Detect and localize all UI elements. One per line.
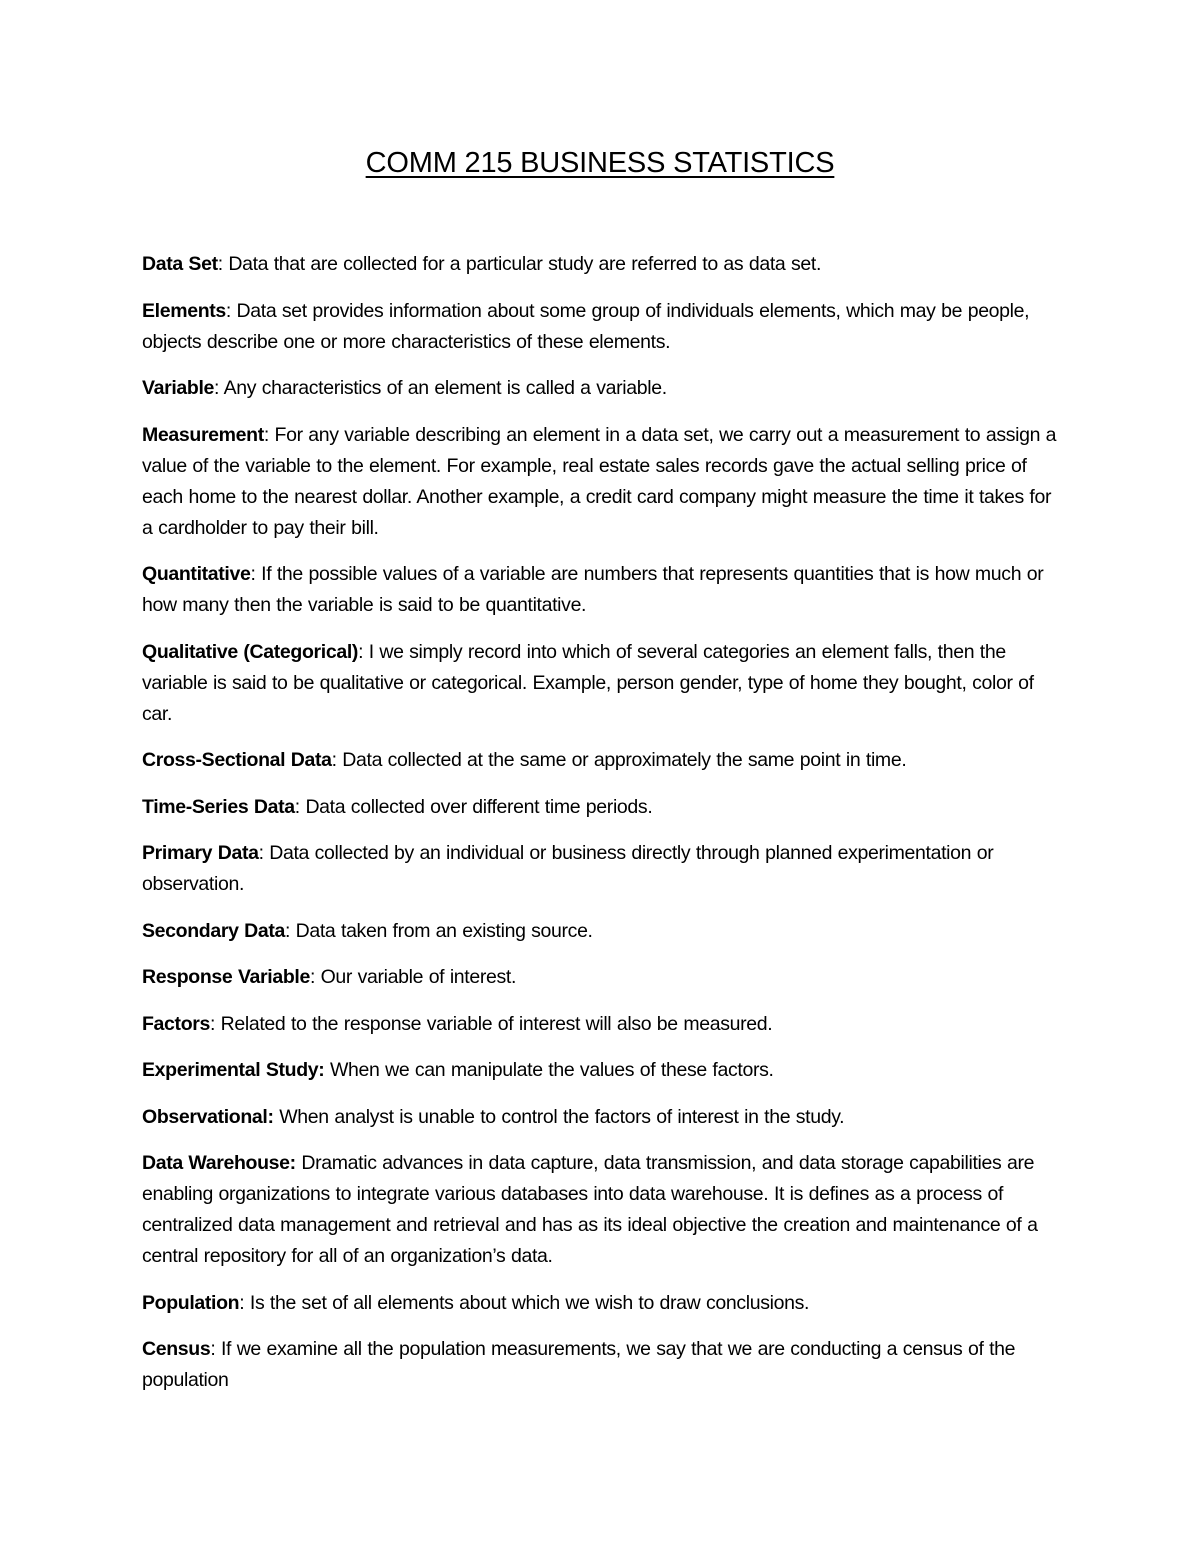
term-label: Observational: [142, 1105, 274, 1128]
document-title: COMM 215 BUSINESS STATISTICS [365, 147, 835, 179]
definition-text: Data set provides information about some group of individuals elements, which may be people, objects describe one or more characteristics of these elements. [142, 299, 1030, 353]
term-separator: : [294, 795, 306, 818]
term-separator: : [285, 919, 296, 942]
definition-text: Data collected over different time periods. [305, 795, 653, 818]
term-label: Experimental Study: [142, 1059, 325, 1081]
definition-text: If we examine all the population measurements, we say that we are conducting a census of the population [142, 1338, 1016, 1391]
definition-entry [142, 1334, 1062, 1396]
definition-entry [142, 559, 1062, 621]
definition-entry [142, 962, 1062, 993]
term-label: Factors [142, 1012, 210, 1035]
term-label: Variable [142, 377, 215, 399]
definition-text: For any variable describing an element in a data set, we carry out a measurement to assign a value of the variable to the element. For example, real estate sales records gave the actual selling price of each home to the nearest dollar. Another example, a credit card company might measure the time it takes for a cardholder to pay their bill. [142, 423, 1057, 539]
definition-entry [142, 916, 1062, 947]
definition-text: If the possible values of a variable are numbers that represents quantities that is how much or how many then the variable is said to be quantitative. [142, 563, 1044, 616]
definition-text: Data collected by an individual or business directly through planned experimentation or observation. [142, 842, 994, 895]
definition-text: When analyst is unable to control the factors of interest in the study. [279, 1105, 845, 1128]
definition-entry [142, 1288, 1062, 1319]
term-separator: : [239, 1291, 250, 1314]
definition-entry [142, 838, 1062, 900]
definition-entry [142, 745, 1062, 776]
term-separator: : [263, 423, 275, 446]
definition-entry [142, 1055, 1062, 1086]
definition-entry [142, 249, 1062, 280]
term-label: Census [142, 1338, 211, 1360]
definition-entry [142, 792, 1062, 823]
term-label: Measurement [142, 423, 264, 446]
definition-text: I we simply record into which of several categories an element falls, then the variable is said to be qualitative or categorical. Example, person gender, type of home they bought, color of car. [142, 640, 1034, 725]
term-separator: : [217, 253, 229, 275]
definition-text: Data that are collected for a particular study are referred to as data set. [228, 253, 822, 275]
term-separator: : [358, 640, 369, 663]
term-label: Secondary Data [142, 919, 285, 942]
term-separator: : [210, 1012, 221, 1035]
definition-entry [142, 1009, 1062, 1040]
term-label: Data Set [142, 253, 218, 275]
definition-entry [142, 296, 1062, 358]
definition-text: Any characteristics of an element is called a variable. [223, 377, 667, 399]
term-separator: : [258, 842, 270, 864]
term-label: Qualitative (Categorical) [142, 640, 359, 663]
definition-text: Data taken from an existing source. [295, 919, 593, 942]
definition-text: Related to the response variable of interest will also be measured. [220, 1012, 773, 1035]
definition-entry [142, 1102, 1062, 1133]
term-label: Primary Data [142, 842, 259, 864]
term-label: Elements [142, 299, 226, 322]
definition-text: When we can manipulate the values of these factors. [329, 1059, 774, 1081]
definition-entry [142, 420, 1062, 544]
term-label: Time-Series Data [142, 795, 295, 818]
term-label: Cross-Sectional Data [142, 749, 332, 771]
definition-entry [142, 637, 1062, 730]
term-label: Data Warehouse: [142, 1152, 296, 1174]
term-separator: : [309, 966, 321, 988]
definitions-list [142, 249, 1062, 1412]
definition-entry [142, 373, 1062, 404]
term-label: Quantitative [142, 563, 251, 585]
definition-text: Is the set of all elements about which we wish to draw conclusions. [249, 1291, 810, 1314]
term-separator: : [210, 1338, 221, 1360]
term-separator: : [214, 377, 224, 399]
definition-text: Dramatic advances in data capture, data transmission, and data storage capabilities are enabling organizations to integrate various databases into data warehouse. It is defines as a process of centralized data management and retrieval and has as its ideal objective the creation and maintenance of a central repository for all of an organization’s data. [142, 1152, 1038, 1267]
definition-entry [142, 1148, 1062, 1272]
term-separator: : [250, 563, 262, 585]
term-separator: : [225, 299, 237, 322]
definition-text: Our variable of interest. [320, 966, 517, 988]
term-label: Population [142, 1291, 240, 1314]
term-label: Response Variable [142, 966, 310, 988]
definition-text: Data collected at the same or approximately the same point in time. [342, 749, 907, 771]
term-separator: : [331, 749, 343, 771]
